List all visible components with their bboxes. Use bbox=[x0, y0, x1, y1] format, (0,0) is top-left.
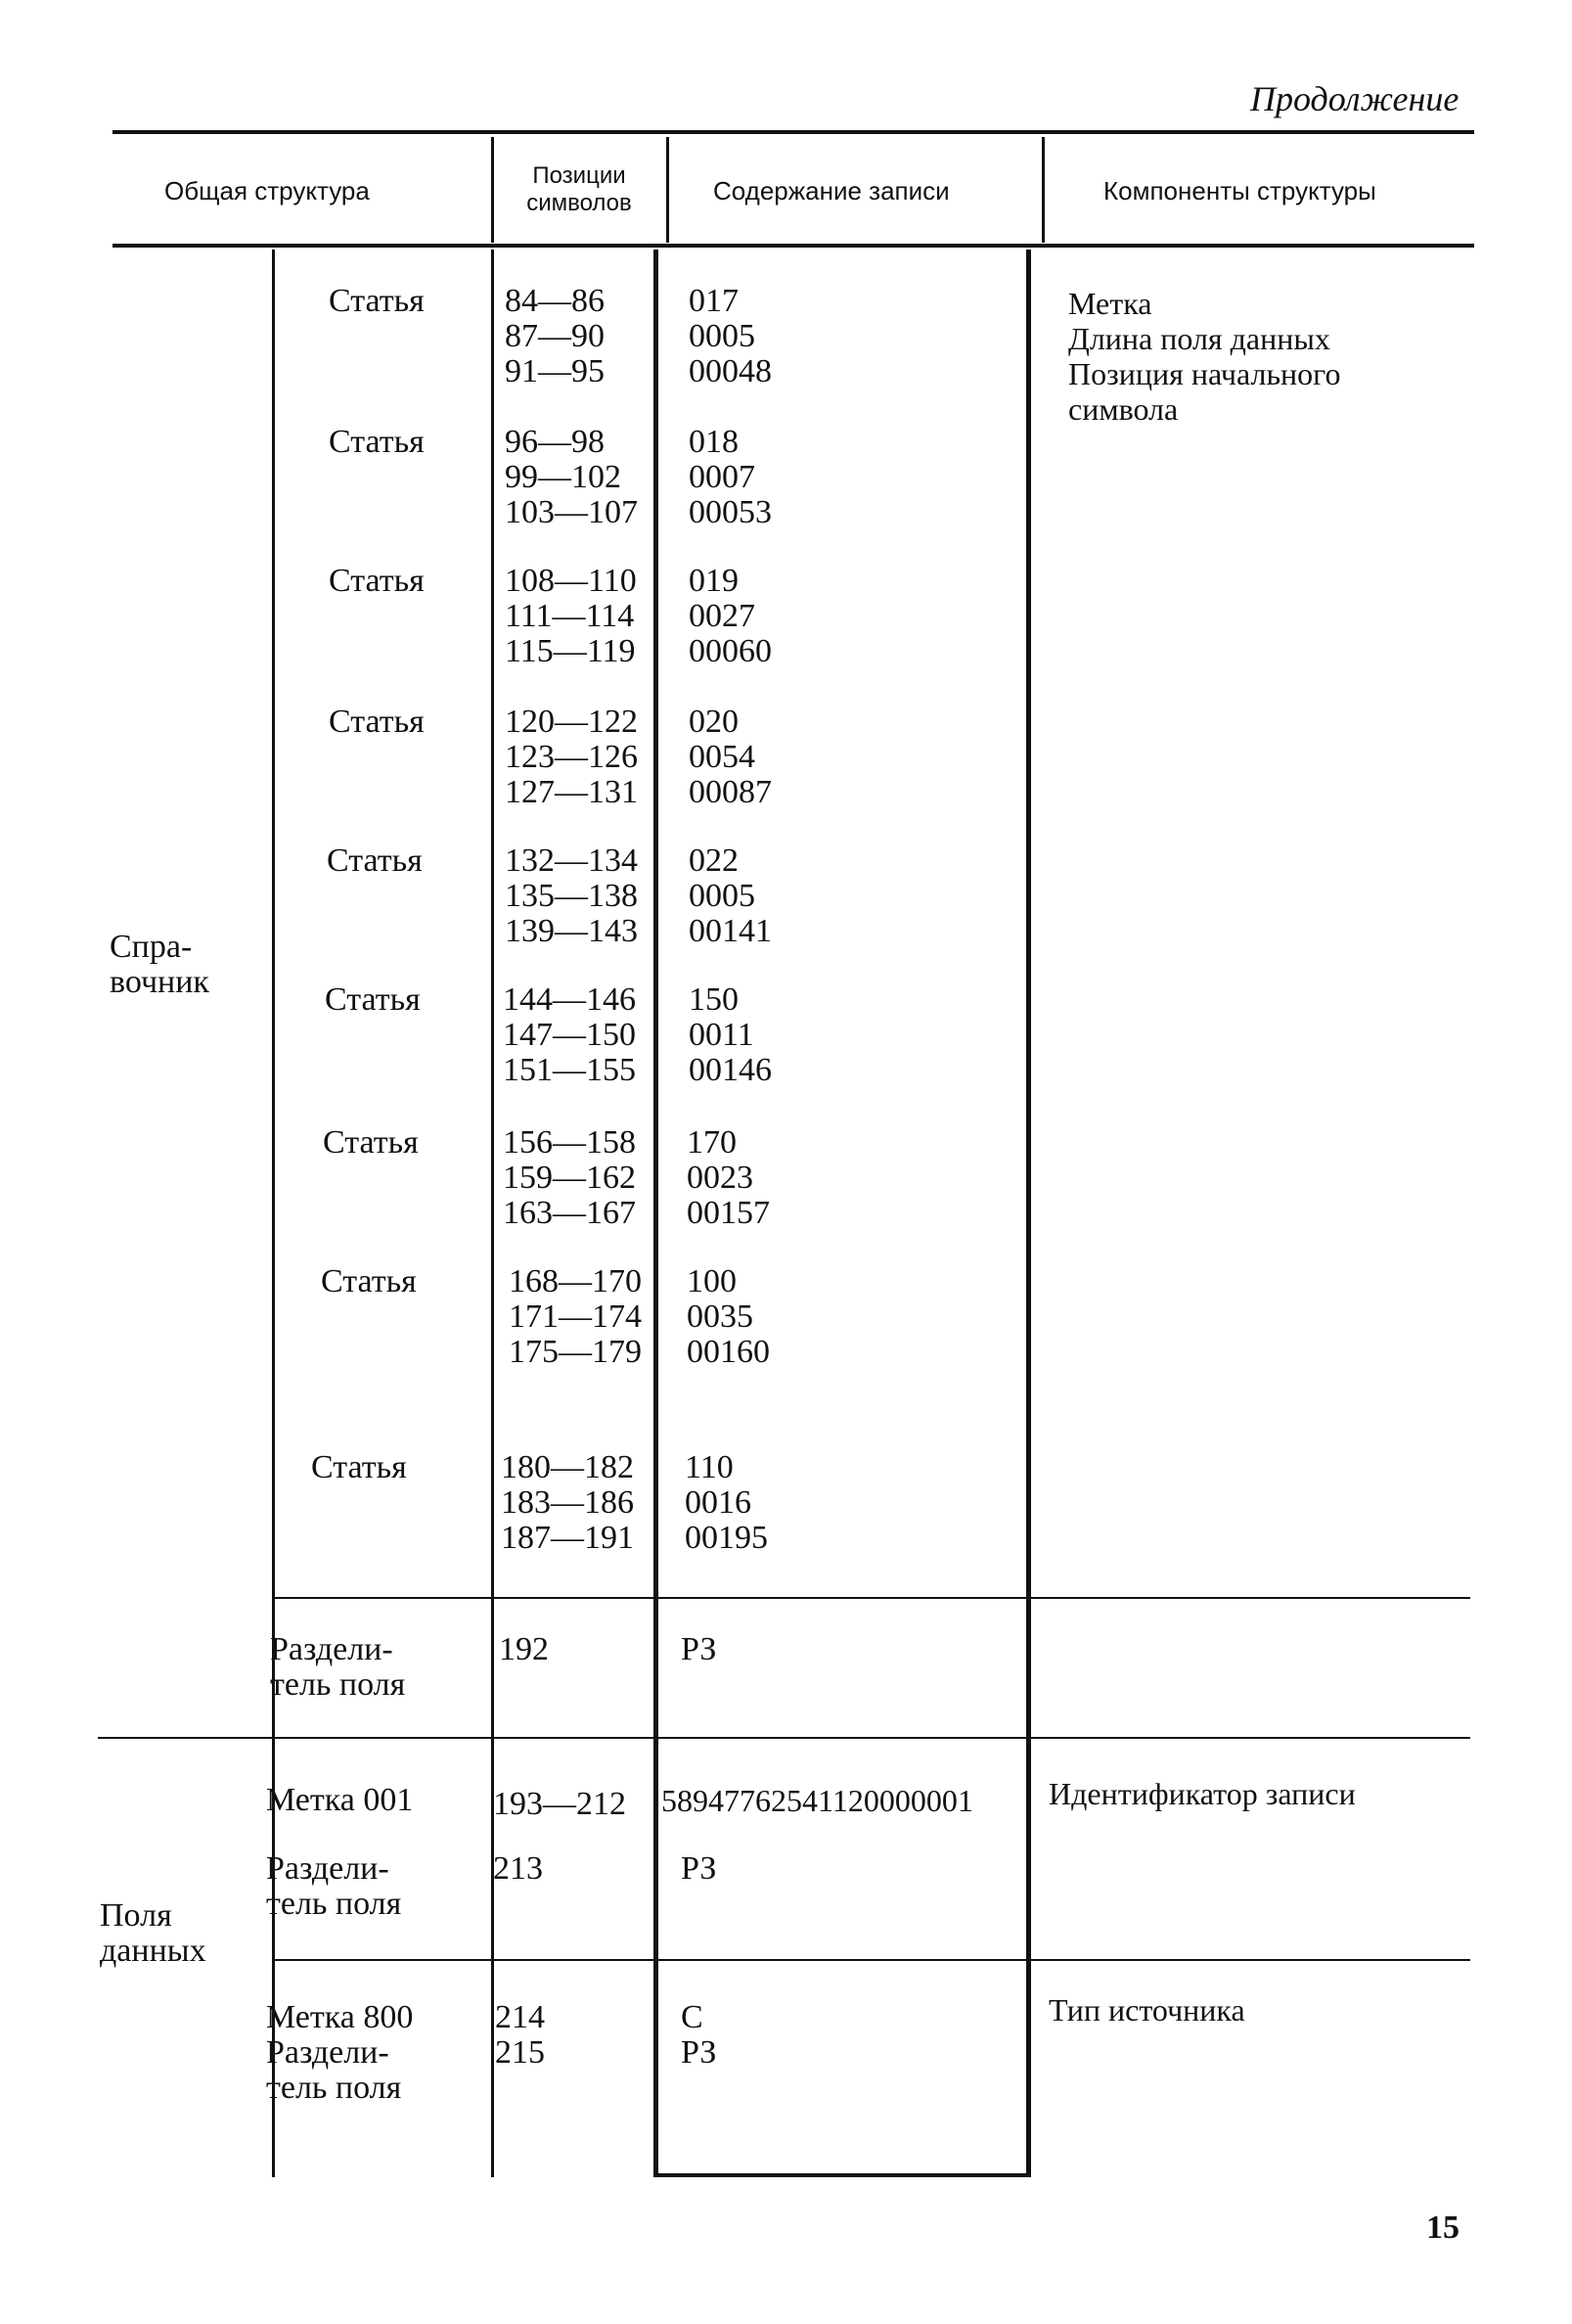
entry-7-position-2: 159—162 bbox=[503, 1160, 636, 1196]
entry-6-position-1: 144—146 bbox=[503, 981, 636, 1018]
section-data-fields-label: Поля данных bbox=[100, 1897, 206, 1969]
entry-1-contents bbox=[689, 284, 772, 389]
entry-8-position-2: 171—174 bbox=[509, 1299, 642, 1335]
directory-separator-label bbox=[270, 1632, 405, 1703]
entry-1-position-3: 91—95 bbox=[505, 353, 605, 389]
entry-6-content-1: 150 bbox=[689, 981, 739, 1018]
field-800-contents bbox=[681, 2000, 716, 2071]
directory-separator-label-line1: Раздели- bbox=[270, 1631, 393, 1667]
header-divider-3 bbox=[1042, 137, 1045, 243]
entry-7-label: Статья bbox=[323, 1124, 419, 1161]
entry-4-label: Статья bbox=[329, 704, 425, 740]
entry-7-position-3: 163—167 bbox=[503, 1195, 636, 1231]
directory-separator-content: РЗ bbox=[681, 1631, 717, 1667]
entry-3-positions bbox=[505, 564, 637, 669]
entry-5-label: Статья bbox=[327, 843, 423, 879]
entry-8-content-3: 00160 bbox=[687, 1334, 770, 1370]
directory-separator-label-line2: тель поля bbox=[270, 1666, 406, 1703]
entry-7-contents bbox=[687, 1125, 770, 1231]
field-800-content: С bbox=[681, 1999, 703, 2035]
entry-7-content-2: 0023 bbox=[687, 1160, 753, 1196]
header-positions: Позиции символов bbox=[526, 162, 632, 216]
entry-6-position-3: 151—155 bbox=[503, 1052, 636, 1088]
field-800-component: Тип источника bbox=[1049, 1992, 1245, 2028]
entry-3-contents bbox=[689, 564, 772, 669]
content-bottom-rule bbox=[653, 2173, 1031, 2177]
entry-components bbox=[1068, 286, 1340, 427]
entry-9-position-1: 180—182 bbox=[501, 1449, 634, 1485]
entry-2-position-3: 103—107 bbox=[505, 494, 638, 530]
entry-2-contents bbox=[689, 425, 772, 530]
entry-7-position-1: 156—158 bbox=[503, 1124, 636, 1161]
entry-9-positions bbox=[501, 1450, 634, 1556]
entry-7-positions bbox=[503, 1125, 636, 1231]
header-divider-2 bbox=[666, 137, 669, 243]
entry-9-label: Статья bbox=[311, 1449, 407, 1485]
entry-6-label: Статья bbox=[325, 981, 421, 1018]
field-001-separator-line2: тель поля bbox=[266, 1886, 402, 1922]
entry-6-content-3: 00146 bbox=[689, 1052, 772, 1088]
field-800-positions bbox=[495, 2000, 545, 2071]
entry-3-content-2: 0027 bbox=[689, 598, 755, 634]
entry-5-position-2: 135—138 bbox=[505, 878, 638, 914]
entry-6-positions bbox=[503, 982, 636, 1088]
header-general-structure: Общая структура bbox=[164, 176, 370, 205]
entry-5-content-1: 022 bbox=[689, 843, 739, 879]
field-800-separator-line2: тель поля bbox=[266, 2070, 402, 2106]
entry-2-positions bbox=[505, 425, 638, 530]
entry-3-position-1: 108—110 bbox=[505, 563, 637, 599]
entry-9-contents bbox=[685, 1450, 768, 1556]
entry-5-contents bbox=[689, 843, 772, 949]
directory-separator-position: 192 bbox=[499, 1631, 549, 1667]
entry-8-positions bbox=[509, 1264, 642, 1370]
entry-1-positions bbox=[505, 284, 605, 389]
entry-1-label: Статья bbox=[329, 283, 425, 319]
entry-5-position-1: 132—134 bbox=[505, 843, 638, 879]
field-800-position: 214 bbox=[495, 1999, 545, 2035]
body-divider-components bbox=[1026, 250, 1031, 2177]
component-start-position: Позиция начального bbox=[1068, 356, 1341, 391]
entry-9-position-2: 183—186 bbox=[501, 1484, 634, 1521]
continuation-label: Продолжение bbox=[1250, 79, 1460, 118]
field-001-bottom-rule bbox=[272, 1959, 1470, 1961]
entry-4-position-1: 120—122 bbox=[505, 704, 638, 740]
entry-6-content-2: 0011 bbox=[689, 1017, 754, 1053]
entry-4-contents bbox=[689, 705, 772, 810]
page-number: 15 bbox=[1426, 2210, 1460, 2246]
entry-4-position-3: 127—131 bbox=[505, 774, 638, 810]
field-001-separator-line1: Раздели- bbox=[266, 1850, 389, 1887]
table-top-rule bbox=[112, 130, 1474, 134]
field-800-separator-line1: Раздели- bbox=[266, 2034, 389, 2071]
entry-8-position-1: 168—170 bbox=[509, 1263, 642, 1299]
entry-4-positions bbox=[505, 705, 638, 810]
entry-5-content-2: 0005 bbox=[689, 878, 755, 914]
entry-1-content-2: 0005 bbox=[689, 318, 755, 354]
field-001-position: 193—212 bbox=[493, 1786, 626, 1822]
entry-2-content-2: 0007 bbox=[689, 459, 755, 495]
entry-8-position-3: 175—179 bbox=[509, 1334, 642, 1370]
entry-4-content-2: 0054 bbox=[689, 739, 755, 775]
entry-1-position-1: 84—86 bbox=[505, 283, 605, 319]
field-800-separator-position: 215 bbox=[495, 2034, 545, 2071]
entry-2-label: Статья bbox=[329, 424, 425, 460]
body-divider-positions bbox=[491, 250, 494, 2177]
entry-9-position-3: 187—191 bbox=[501, 1520, 634, 1556]
field-001-separator-position: 213 bbox=[493, 1850, 543, 1887]
header-bottom-rule bbox=[112, 244, 1474, 248]
directory-entries-bottom-rule bbox=[272, 1597, 1470, 1599]
entry-7-content-1: 170 bbox=[687, 1124, 737, 1161]
field-800-label bbox=[266, 2000, 413, 2106]
header-content: Содержание записи bbox=[713, 176, 950, 205]
component-tag: Метка bbox=[1068, 286, 1152, 321]
entry-5-content-3: 00141 bbox=[689, 913, 772, 949]
entry-4-content-1: 020 bbox=[689, 704, 739, 740]
entry-6-contents bbox=[689, 982, 772, 1088]
entry-2-position-1: 96—98 bbox=[505, 424, 605, 460]
component-field-length: Длина поля данных bbox=[1068, 321, 1330, 356]
entry-6-position-2: 147—150 bbox=[503, 1017, 636, 1053]
section-directory-label: Спра- вочник bbox=[110, 929, 209, 1000]
entry-8-content-1: 100 bbox=[687, 1263, 737, 1299]
entry-5-positions bbox=[505, 843, 638, 949]
entry-2-content-1: 018 bbox=[689, 424, 739, 460]
entry-8-label: Статья bbox=[321, 1263, 417, 1299]
field-800-separator-content: РЗ bbox=[681, 2034, 717, 2071]
field-001-separator-label bbox=[266, 1851, 401, 1922]
entry-4-position-2: 123—126 bbox=[505, 739, 638, 775]
entry-1-content-3: 00048 bbox=[689, 353, 772, 389]
entry-2-content-3: 00053 bbox=[689, 494, 772, 530]
entry-3-label: Статья bbox=[329, 563, 425, 599]
field-001-label: Метка 001 bbox=[266, 1782, 414, 1818]
body-divider-content bbox=[653, 250, 658, 2177]
entry-4-content-3: 00087 bbox=[689, 774, 772, 810]
entry-1-content-1: 017 bbox=[689, 283, 739, 319]
entry-3-position-2: 111—114 bbox=[505, 598, 635, 634]
entry-8-content-2: 0035 bbox=[687, 1299, 753, 1335]
entry-3-content-3: 00060 bbox=[689, 633, 772, 669]
entry-9-content-3: 00195 bbox=[685, 1520, 768, 1556]
component-start-position-cont: символа bbox=[1068, 391, 1179, 427]
header-divider-1 bbox=[491, 137, 494, 243]
entry-9-content-2: 0016 bbox=[685, 1484, 751, 1521]
field-800-tag: Метка 800 bbox=[266, 1999, 414, 2035]
entry-8-contents bbox=[687, 1264, 770, 1370]
entry-2-position-2: 99—102 bbox=[505, 459, 621, 495]
entry-3-content-1: 019 bbox=[689, 563, 739, 599]
field-001-component: Идентификатор записи bbox=[1049, 1776, 1356, 1811]
directory-bottom-rule bbox=[98, 1737, 1470, 1739]
field-001-separator-content: РЗ bbox=[681, 1850, 717, 1887]
entry-9-content-1: 110 bbox=[685, 1449, 734, 1485]
entry-3-position-3: 115—119 bbox=[505, 633, 636, 669]
entry-1-position-2: 87—90 bbox=[505, 318, 605, 354]
header-components: Компоненты структуры bbox=[1103, 176, 1376, 205]
field-001-content: 58947762541120000001 bbox=[661, 1783, 973, 1818]
entry-7-content-3: 00157 bbox=[687, 1195, 770, 1231]
entry-5-position-3: 139—143 bbox=[505, 913, 638, 949]
